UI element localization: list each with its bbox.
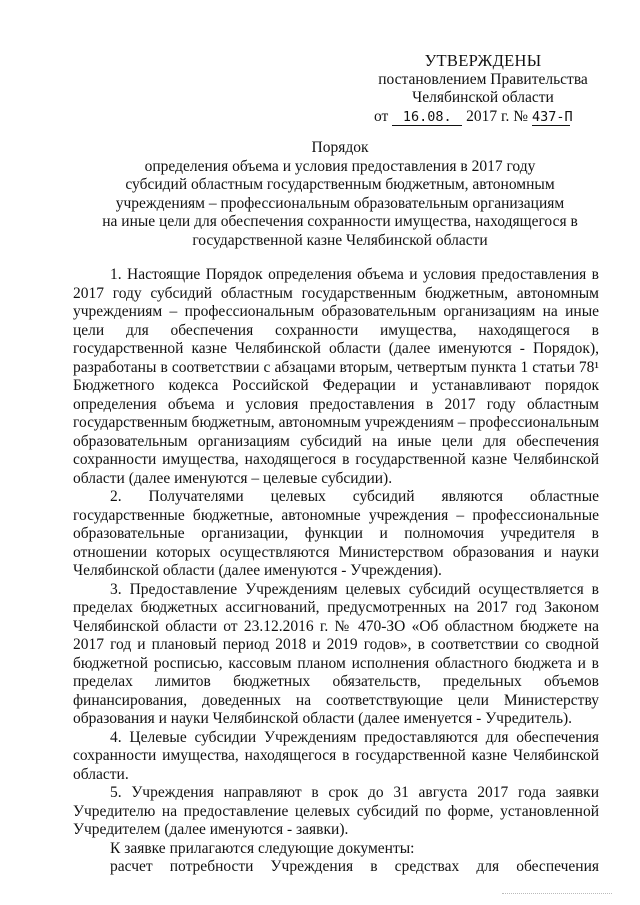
- document-number: 437-П: [531, 108, 573, 125]
- paragraph-2: 2. Получателями целевых субсидий являются областные государственные бюджетные, автономные учреждения – профессиональные образовательные организации, функции и полномочия учредителя в отношении которых осуществляются Министерством образования и науки Челябинской области (далее именуются - Учреждения).: [73, 488, 599, 579]
- paragraph-attachments: К заявке прилагаются следующие документы:: [110, 839, 415, 857]
- title-line-2: определения объема и условия предоставления в 2017 году: [144, 157, 536, 175]
- scan-artifact: [502, 893, 612, 896]
- paragraph-1: 1. Настоящие Порядок определения объема и условия предоставления в 2017 году субсидий областным государственным бюджетным, автономным учреждениям – профессиональным образовательным организациям на иные цели для обеспечения сохранности имущества, находящегося в государственной казне Челябинской области (далее именуются - Порядок), разработаны в соответствии с абзацами вторым, четвертым пункта 1 статьи 78¹ Бюджетного кодекса Российской Федерации и устанавливают порядок определения объема и условия предоставления в 2017 году областным государственным бюджетным, автономным учреждениям – профессиональным образовательным организациям субсидий на иные цели для обеспечения сохранности имущества, находящегося в государственной казне Челябинской области (далее именуются – целевые субсидии).: [73, 266, 599, 487]
- title-line-6: государственной казне Челябинской области: [192, 231, 488, 249]
- title-line-5: на иные цели для обеспечения сохранности имущества, находящегося в: [102, 213, 578, 230]
- paragraph-calculation: расчет потребности Учреждения в средствах для обеспечения: [110, 858, 599, 875]
- approval-date-line: [368, 108, 598, 127]
- paragraph-5: 5. Учреждения направляют в срок до 31 августа 2017 года заявки Учредителю на предоставление целевых субсидий по форме, установленной Учредителем (далее именуются - заявки).: [73, 784, 599, 838]
- approval-heading: УТВЕРЖДЕНЫ: [424, 51, 542, 70]
- paragraph-4: 4. Целевые субсидии Учреждениям предоставляются для обеспечения сохранности имущества, находящегося в государственной казне Челябинской области.: [73, 728, 599, 783]
- title-line-3: субсидий областным государственным бюджетным, автономным: [125, 176, 555, 193]
- approval-line-2: Челябинской области: [412, 89, 554, 106]
- approval-stamp: [368, 52, 598, 126]
- approval-line-1: постановлением Правительства: [378, 70, 588, 88]
- document-title: [80, 139, 600, 250]
- date-mid: 2017 г. №: [466, 107, 529, 125]
- date-value: 16.08.: [392, 110, 462, 126]
- date-prefix: от: [374, 107, 389, 125]
- paragraph-3: 3. Предоставление Учреждениям целевых субсидий осуществляется в пределах бюджетных ассигнований, предусмотренных на 2017 год Законом Челябинской области от 23.12.2016 г. № 470-ЗО «Об областном бюджете на 2017 год и плановый период 2018 и 2019 годов», в соответствии со сводной бюджетной росписью, кассовым планом исполнения областного бюджета и в пределах лимитов бюджетных обязательств, предельных объемов финансирования, доведенных на соответствующие цели Министерству образования и науки Челябинской области (далее именуется - Учредитель).: [73, 580, 599, 727]
- document-body: [73, 266, 599, 877]
- title-line-4: учреждениям – профессиональным образовательным организациям: [115, 194, 565, 212]
- title-line-1: Порядок: [311, 139, 369, 156]
